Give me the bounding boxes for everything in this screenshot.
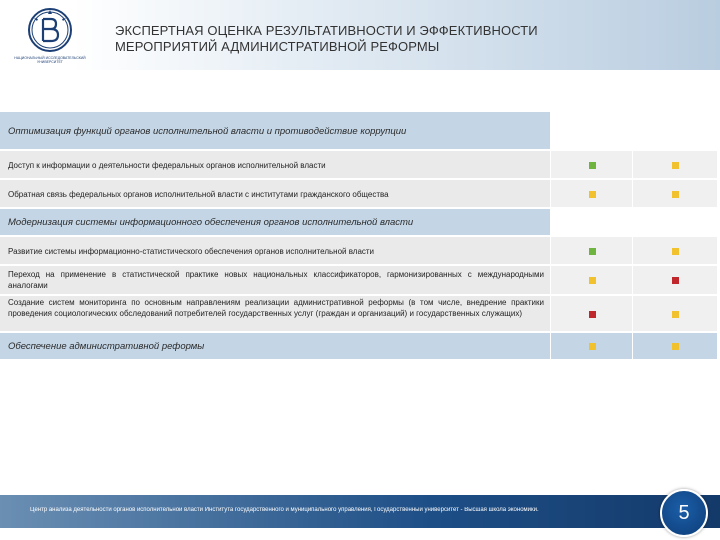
rating-indicator (589, 277, 596, 284)
page-title-line1: ЭКСПЕРТНАЯ ОЦЕНКА РЕЗУЛЬТАТИВНОСТИ И ЭФФЕКТИВНОСТИ (115, 23, 538, 38)
row-label: Модернизация системы информационного обеспечения органов исполнительной власти (8, 217, 414, 228)
rating-indicator (672, 311, 679, 318)
footer-text: Центр анализа деятельности органов исполнительной власти Института государственного и муниципального управления, Государственный университет - Высшая школа экономики. (30, 507, 539, 513)
row-label-cell (0, 333, 550, 360)
rating-indicator (672, 191, 679, 198)
table-section-row (0, 209, 720, 236)
footer-bar (0, 495, 720, 528)
table-row (0, 296, 720, 332)
rating-indicator (589, 162, 596, 169)
row-label: Обратная связь федеральных органов исполнительной власти с институтами гражданского общества (8, 190, 389, 199)
rating-cell-2 (633, 151, 717, 179)
rating-indicator (672, 248, 679, 255)
rating-indicator (589, 248, 596, 255)
table-row (0, 180, 720, 208)
row-label: Создание систем мониторинга по основным направлениям реализации административной реформы (в том числе, внедрение практики проведения социологических обследований потребителей государственных услуг (граждан и организаций) и государственных служащих) (8, 298, 544, 318)
row-label: Развитие системы информационно-статистического обеспечения органов исполнительной власти (8, 247, 375, 256)
rating-cell-1 (551, 266, 632, 295)
table-section-row (0, 112, 720, 150)
rating-cell-2 (633, 180, 717, 208)
rating-cell-1 (551, 237, 632, 265)
table-row (0, 266, 720, 295)
rating-cell-1 (551, 151, 632, 179)
rating-cell-1 (551, 296, 632, 332)
rating-indicator (672, 277, 679, 284)
rating-indicator (589, 311, 596, 318)
rating-cell-2 (633, 266, 717, 295)
row-label: Оптимизация функций органов исполнительной власти и противодействие коррупции (8, 126, 407, 137)
header-bar (0, 0, 720, 70)
row-label-cell (0, 209, 550, 236)
rating-cell-2 (633, 296, 717, 332)
rating-cell-2 (633, 333, 717, 360)
row-label: Обеспечение административной реформы (8, 341, 205, 352)
page-number-badge: 5 (660, 489, 708, 537)
row-label-cell (0, 151, 550, 179)
row-label-cell (0, 237, 550, 265)
table-row (0, 237, 720, 265)
rating-indicator (672, 162, 679, 169)
rating-indicator (589, 191, 596, 198)
rating-indicator (672, 343, 679, 350)
logo-emblem-icon (10, 6, 90, 56)
row-label-cell (0, 296, 550, 332)
table-row (0, 151, 720, 179)
logo-caption-line2: УНИВЕРСИТЕТ (37, 60, 63, 64)
rating-indicator (589, 343, 596, 350)
row-label-cell (0, 180, 550, 208)
row-label-cell (0, 266, 550, 295)
university-logo (10, 6, 90, 66)
row-label-cell (0, 112, 550, 150)
table-section-row (0, 333, 720, 360)
rating-cell-2 (633, 237, 717, 265)
row-label: Доступ к информации о деятельности федеральных органов исполнительной власти (8, 161, 326, 170)
rating-cell-1 (551, 333, 632, 360)
rating-cell-1 (551, 180, 632, 208)
page-title (115, 23, 675, 55)
page-title-line2: МЕРОПРИЯТИЙ АДМИНИСТРАТИВНОЙ РЕФОРМЫ (115, 39, 440, 54)
row-label: Переход на применение в статистической практике новых национальных классификаторов, гармонизированных с международными аналогами (8, 270, 544, 290)
logo-caption-line1: НАЦИОНАЛЬНЫЙ ИССЛЕДОВАТЕЛЬСКИЙ (14, 56, 86, 60)
